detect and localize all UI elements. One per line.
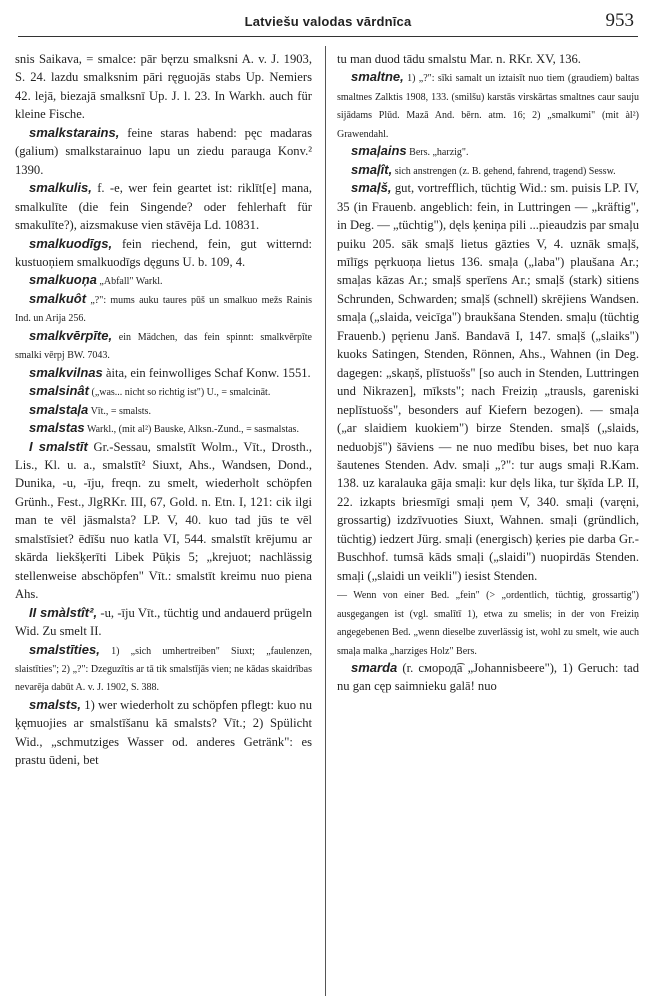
headword: smalkuôt <box>29 290 87 306</box>
entry-body: sich anstrengen (z. B. gehend, fahrend, tragend) Sessw. <box>392 165 616 177</box>
entry-body: f. -e, wer fein geartet ist: riklīt[e] mana, smalkulīte (die fein Singende? oder fehlerhaft für smakulīte?), aizsmakuse vien stāvēja Ld. 10831. <box>15 181 312 233</box>
page-header <box>18 8 638 37</box>
dictionary-entry <box>15 382 312 400</box>
entry-body: Gr.-Sessau, smalstīt Wolm., Vīt., Drosth., Lis., Kl. u. a., smalstīt² Siuxt, Ahs., Wandsen, Dond., Dunika, -u, -īju, freqn. zu smelt, wiederholt schöpfen Grünh., Fest., JlgRKr. III, 67, Gold. n. Etn. I, 121: cik ilgi man te vēl jāsmalsta? LP. V, 40. kuo tad jūs te vēl smalstīsiet? ēdīšu nuo katla VI, 544. smalstīt krējumu ar skārda liekšķerīti Libek Pūķis 5; „krejuot; nachlässig stellenweise abschöpfen" Vīt.: smalstīt kreimu nuo piena Ahs. <box>15 439 312 602</box>
entry-body: („was... nicht so richtig ist") U., = smalcināt. <box>88 387 271 399</box>
dictionary-entry <box>15 604 312 641</box>
dictionary-entry <box>15 364 312 382</box>
entry-body: 1) „sich umhertreiben" Siuxt; „faulenzen, slaistīties"; 2) „?": Dzeguzītis ar tā tik smalstījās vien; ne kādas skaidrības nevarēja dabūt A. v. J. 1902, S. 388. <box>15 645 312 694</box>
entry-body: 1) wer wiederholt zu schöpfen pflegt: kuo nu ķęmuojies ar smalstīšanu kā smalsts? Vīt.; 2) Spülicht Wid., „schmutziges Wasser od. anderes Getränk": es prastu ūdeni, bet <box>15 697 312 768</box>
dictionary-entry: snis Saikava, = smalce: pār bęrzu smalksni A. v. J. 1903, S. 24. lazdu smalksnim pāri ręguojās stabs Up. Nemiers 42. lejā, biezajā smalksnī Up. J. l. 23. In Warkh. auch für kleine Fische. <box>15 52 312 122</box>
entry-body: Bers. „harzig". <box>406 147 469 159</box>
dictionary-entry <box>15 438 312 604</box>
headword: smaļains <box>351 143 407 159</box>
headword: smaltne, <box>351 69 404 85</box>
entry-body: „?": mums auku taures pūš un smalkuo mežs Rainis Ind. un Arija 256. <box>15 294 312 325</box>
headword: smaļît, <box>351 161 393 177</box>
headword: smalkuodīgs, <box>29 235 113 251</box>
entry-body: „Abfall" Warkl. <box>96 276 163 288</box>
dictionary-entry <box>15 179 312 234</box>
dictionary-entry <box>337 50 639 68</box>
headword: smalkulis, <box>29 180 92 196</box>
running-title: Latviešu valodas vārdnīca <box>244 14 412 29</box>
dictionary-entry <box>15 124 312 179</box>
dictionary-entry <box>337 585 639 659</box>
entry-body: gut, vortrefflich, tüchtig Wid.: sm. puisis LP. IV, 35 (in Frauenb. angeblich: fein, in Luttringen — „kräftig", in Deg. — „tüchtig"), dęls ķeniņa pili ...pieaudzis par smaļu puiku 205. sāk smaļš lietus gāzties V, 4. uznāk smaļš, mīlīgs pęrkuoņa lietus 136. smaļa („laba") plaušana Ar.; smaļas kāzas Ar.; smaļš sperīens Ar.; smaļš (stark) sitiens Schrunden, Schwarden; smaļš (schnell) skrējiens Wandsen. smaļa („slaida, veicīga") braukšana Stenden. smaļu (tüchtig Frauenb.) pęrienu Janš. Bandavā I, 147. smaļš („slaiks") kuoks Satingen, Stenden, Rönnen, Ahs., Wahnen (in Deg. dagegen: „skaņš, plīstuošs" [so auch in Stenden, Luttringen und Nikrazen], mīksts"; nach Freiziņ „trausls, gareniski neplīstuošs", besonders auf Kiefern bezogen). — smaļa („ar slaidiem kuokiem") birze Stenden. smaļš („slaids, neduobjš") šāviens — ne nuo medību bises, bet nuo kaŗa šautenes Stenden. Adv. smaļi „?": tur augs smaļi R.Kam. 138. uz karalauka gāja smaļi: kur dęls lika, tur šķīda LP. II, 22. izkapts briesmīgi smaļi ņem V, 340. smaļi (varęni, grossartig) izdzīvuoties Siuxt, Wahnen. smaļi (gründlich, tüchtig) iedzert Jürg. smaļi (energisch) ķeries pie darba Gr.-Buschhof. tumsā kāds smaļi („slaidi") nuopirdās Stenden. smaļi („slaidi un veikli") iesist Stenden. <box>337 181 639 583</box>
column-divider <box>325 46 326 996</box>
page-number: 953 <box>605 10 634 31</box>
dictionary-entry <box>15 327 312 364</box>
entry-body: feine staras habend: pęc madaras (galium) smalkstarainuo lapu un ziedu parauga Konv.² 1390. <box>15 125 312 177</box>
dictionary-entry <box>15 235 312 272</box>
entry-body: ein Mädchen, das fein spinnt: smalkvērpīte smalki vērpj BW. 7043. <box>15 331 312 362</box>
dictionary-entry <box>15 271 312 289</box>
entry-body: 1) „?": sīki samalt un iztaisīt nuo tiem (graudiem) baltas smaltnes Zalktis 1908, 133. (smilšu) karstās virskārtas smaltnes caur sauju sijādams Plūd. Mazā And. bērn. atm. 16; 2) „smalkumi" (mit àl²) Grawendahl. <box>337 73 639 140</box>
headword: smalsts, <box>29 696 82 712</box>
headword: smalkuoņa <box>29 272 97 288</box>
headword: smalstas <box>29 420 85 436</box>
entry-body: — Wenn von einer Bed. „fein" (> „ordentlich, tüchtig, grossartig") ausgegangen ist (vgl. smalītī 1), etwa zu smelis; in der von Freiziņ angegebenen Bed. „wenn dieselbe zuverlässig ist, wohl zu smelt, wie auch smaļa malka „harziges Holz" Bers. <box>337 590 639 657</box>
left-column <box>15 50 312 994</box>
entry-body: tu man duod tādu smalstu Mar. n. RKr. XV, 136. <box>337 52 581 66</box>
dictionary-entry <box>337 142 639 160</box>
headword: smaļš, <box>351 180 392 196</box>
entry-body: -u, -īju Vīt., tüchtig und andauerd prügeln Wid. Zu smelt II. <box>15 605 312 639</box>
headword: smalkvilnas <box>29 364 103 380</box>
entry-body: Warkl., (mit al²) Bauske, Alksn.-Zund., = sasmalstas. <box>84 424 299 436</box>
entry-body: Vīt., = smalsts. <box>88 405 151 417</box>
dictionary-entry <box>15 696 312 770</box>
headword: I smalstīt <box>29 438 88 454</box>
entry-body: fein riechend, fein, gut witternd: kustuoņiem smalkuodīgs dęguns U. b. 109, 4. <box>15 236 312 269</box>
headword: smalkstarains, <box>29 124 120 140</box>
headword: smalkvērpīte, <box>29 327 113 343</box>
headword: II smàlstît², <box>29 604 98 620</box>
right-column <box>337 50 639 994</box>
dictionary-entry <box>15 290 312 327</box>
dictionary-entry <box>337 68 639 142</box>
dictionary-entry <box>15 419 312 437</box>
headword: smalstaļa <box>29 401 89 417</box>
headword: smarda <box>351 659 398 675</box>
entry-body: (r. смород͡а „Johannisbeere"), 1) Geruch: tad nu gan cęp saimnieku galā! nuo <box>337 660 639 694</box>
dictionary-entry <box>337 161 639 179</box>
dictionary-entry <box>15 401 312 419</box>
dictionary-entry <box>15 641 312 696</box>
entry-body: àita, ein feinwolliges Schaf Konw. 1551. <box>102 365 311 380</box>
headword: smalsinât <box>29 383 89 399</box>
headword: smalstīties, <box>29 641 100 657</box>
dictionary-entry <box>337 179 639 585</box>
dictionary-entry <box>337 659 639 696</box>
